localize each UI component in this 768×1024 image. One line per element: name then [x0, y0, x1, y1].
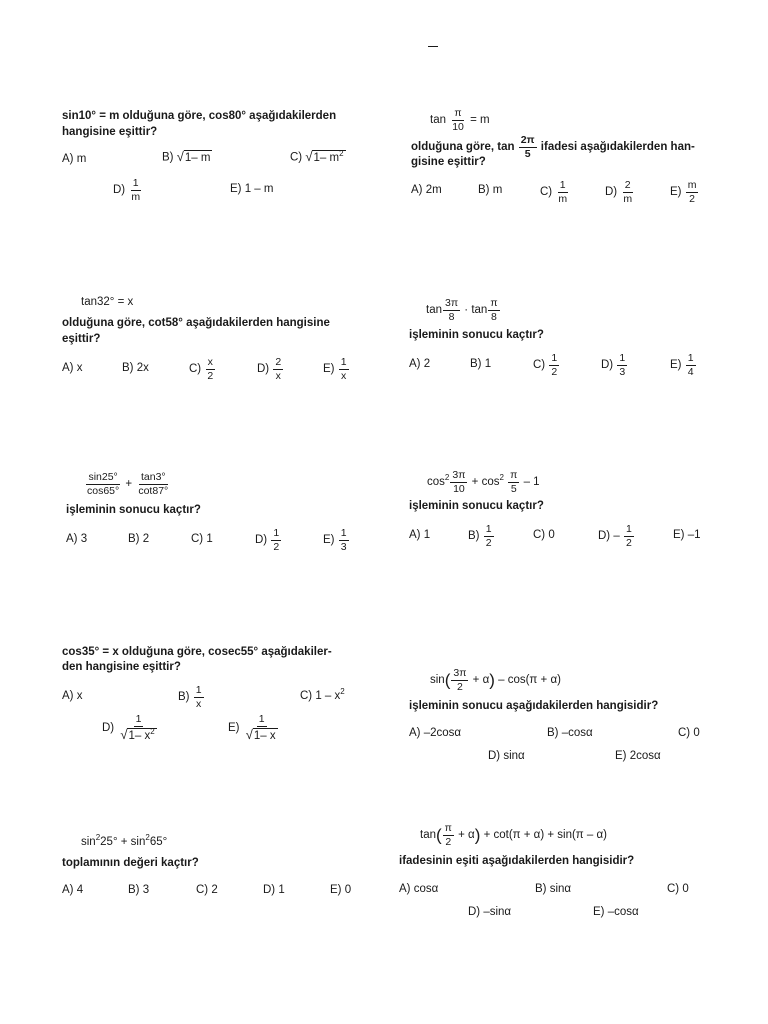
q4-tan-1: tan — [426, 304, 442, 317]
q2-given-tan: tan — [430, 114, 446, 127]
q8-minus-cos: – cos(π + α) — [498, 674, 561, 687]
q8-sin: sin — [430, 674, 445, 687]
q5-plus: + — [125, 478, 133, 491]
q2-option-c-denominator: m — [558, 192, 568, 205]
q2-given-denominator: 10 — [452, 120, 464, 133]
q10-option-c[interactable]: C) 0 — [667, 883, 689, 895]
header-dash — [428, 46, 438, 47]
q1-option-d-denominator: m — [131, 190, 141, 203]
q2-option-c-label: C) — [540, 186, 553, 199]
q3-option-a[interactable]: A) x — [62, 362, 83, 374]
q6-option-e[interactable]: E) –1 — [673, 529, 701, 541]
q7-option-b[interactable] — [178, 685, 205, 709]
q3-option-d[interactable] — [257, 357, 284, 381]
q6-stem: işleminin sonucu kaçtır? — [409, 500, 544, 512]
q7-option-d-label: D) — [102, 722, 115, 735]
q1-option-d[interactable] — [113, 178, 143, 202]
q3-option-e[interactable] — [323, 357, 350, 381]
q8-stem: işleminin sonucu aşağıdakilerden hangisidir? — [409, 700, 659, 712]
q2-stem-a: olduğuna göre, tan — [411, 141, 515, 154]
q7-option-e-label: E) — [228, 722, 240, 735]
q2-given-rhs: = m — [470, 114, 490, 127]
q8-numerator: 3π — [453, 667, 467, 679]
q3-option-e-label: E) — [323, 363, 335, 376]
q7-option-d-radicand: 1– x — [128, 729, 151, 742]
q1-stem: sin10° = m olduğuna göre, cos80° aşağıdakilerden — [62, 110, 337, 122]
q3-option-b[interactable]: B) 2x — [122, 362, 149, 374]
q4-numerator-2: π — [490, 297, 498, 309]
q2-option-d-label: D) — [605, 186, 618, 199]
q3-option-c-label: C) — [189, 363, 202, 376]
q3-option-c-numerator: x — [207, 356, 213, 368]
q2-stem-2: gisine eşittir? — [411, 156, 486, 168]
q4-option-e-label: E) — [670, 359, 682, 372]
q4-option-c-denominator: 2 — [551, 365, 558, 378]
q5-option-c[interactable]: C) 1 — [191, 533, 213, 545]
q7-option-e-numerator: 1 — [258, 713, 265, 725]
q2-option-e-label: E) — [670, 186, 682, 199]
q2-option-e-denominator: 2 — [689, 192, 695, 205]
q6-cos-1: cos — [427, 476, 445, 489]
q6-option-d-label: D) – — [598, 530, 620, 543]
q6-option-b-denominator: 2 — [485, 536, 492, 549]
q7-option-e[interactable]: E) 1 √ 1– x — [228, 713, 276, 742]
q5-denominator-1: cos65° — [87, 484, 120, 497]
q1-option-d-numerator: 1 — [132, 177, 139, 189]
q7-stem-2: den hangisine eşittir? — [62, 661, 181, 673]
q1-option-e[interactable]: E) 1 – m — [230, 183, 274, 195]
q7-stem: cos35° = x olduğuna göre, cosec55° aşağıdakiler- — [62, 646, 332, 658]
q1-option-b-label: B) — [162, 151, 174, 164]
q6-numerator-1: 3π — [452, 469, 466, 481]
q4-option-e-numerator: 1 — [687, 352, 694, 364]
q2-stem-denominator: 5 — [524, 147, 531, 160]
q6-option-b[interactable] — [468, 524, 495, 548]
q6-exponent-2: 2 — [499, 473, 504, 483]
q4-option-a[interactable]: A) 2 — [409, 358, 431, 370]
q9-sin-1: sin — [81, 836, 96, 848]
q4-denominator-2: 8 — [491, 310, 497, 323]
q2-given — [430, 108, 490, 132]
q4-option-e[interactable] — [670, 353, 697, 377]
q7-option-c-text: C) 1 – x — [300, 690, 341, 702]
q4-option-e-denominator: 4 — [687, 365, 694, 378]
q6-option-c[interactable]: C) 0 — [533, 529, 555, 541]
q4-expression — [426, 298, 501, 322]
q6-denominator-2: 5 — [510, 482, 517, 495]
q10-left-paren: ( — [436, 825, 442, 845]
q9-exponent-2: 2 — [145, 833, 150, 842]
q1-option-c-label: C) — [290, 151, 303, 164]
q9-option-b[interactable]: B) 3 — [128, 884, 150, 896]
q2-given-numerator: π — [454, 107, 462, 119]
q5-option-d[interactable] — [255, 528, 282, 552]
q9-stem: toplamının değeri kaçtır? — [62, 857, 199, 869]
q9-middle: 25° + sin — [100, 836, 146, 848]
q4-tan-2: tan — [471, 304, 488, 317]
q5-numerator-1: sin25° — [88, 471, 118, 483]
q4-option-d[interactable] — [601, 353, 628, 377]
q2-option-d-denominator: m — [623, 192, 633, 205]
q10-option-e[interactable]: E) –cosα — [593, 906, 639, 918]
q4-dot: · — [464, 304, 469, 317]
q1-option-c[interactable]: C) √ 1– $m^2$ — [290, 149, 344, 164]
q1-option-d-label: D) — [113, 184, 126, 197]
q9-option-a[interactable]: A) 4 — [62, 884, 84, 896]
q4-option-d-label: D) — [601, 359, 614, 372]
q3-option-c[interactable] — [189, 357, 216, 381]
q2-option-d[interactable] — [605, 180, 635, 204]
q10-option-d[interactable]: D) –sinα — [468, 906, 512, 918]
q8-option-c[interactable]: C) 0 — [678, 727, 700, 739]
q8-expression — [430, 668, 561, 692]
q3-option-d-label: D) — [257, 363, 270, 376]
q5-option-d-numerator: 1 — [273, 527, 280, 539]
q5-option-e-denominator: 3 — [340, 540, 347, 553]
q4-numerator-1: 3π — [445, 297, 459, 309]
q3-option-c-denominator: 2 — [207, 369, 214, 382]
q7-option-b-numerator: 1 — [195, 684, 202, 696]
q4-denominator-1: 8 — [448, 310, 455, 323]
q10-option-a[interactable]: A) cosα — [399, 883, 439, 895]
q3-option-e-numerator: 1 — [340, 356, 347, 368]
q7-option-d-exponent: 2 — [150, 726, 155, 736]
q6-option-d-denominator: 2 — [625, 536, 632, 549]
q6-option-d-numerator: 1 — [625, 523, 632, 535]
q5-option-a[interactable]: A) 3 — [66, 533, 88, 545]
q5-option-d-denominator: 2 — [273, 540, 280, 553]
q5-option-e-label: E) — [323, 534, 335, 547]
q2-stem-b: ifadesi aşağıdakilerden han- — [540, 141, 695, 154]
q5-numerator-2: tan3° — [140, 471, 166, 483]
q8-option-e[interactable]: E) 2cosα — [615, 750, 661, 762]
q2-option-a[interactable]: A) 2m — [411, 184, 442, 196]
q10-right-paren: ) — [474, 825, 481, 845]
q3-stem-2: eşittir? — [62, 333, 101, 345]
q10-tan: tan — [420, 829, 436, 842]
q7-option-b-denominator: x — [196, 697, 202, 710]
q4-option-c-label: C) — [533, 359, 546, 372]
q2-option-c-numerator: 1 — [559, 179, 566, 191]
q10-rest: + cot(π + α) + sin(π – α) — [483, 829, 607, 842]
q9-exponent-1: 2 — [95, 833, 101, 842]
q8-left-paren: ( — [444, 670, 451, 690]
q1-stem-2: hangisine eşittir? — [62, 126, 158, 138]
q10-stem: ifadesinin eşiti aşağıdakilerden hangisidir? — [399, 855, 635, 867]
q10-expression — [420, 823, 607, 847]
q6-expression — [427, 470, 540, 494]
q1-option-c-radicand: 1– m — [313, 152, 340, 164]
q3-option-d-numerator: 2 — [275, 356, 282, 368]
q10-denominator: 2 — [445, 835, 452, 848]
q2-option-e-numerator: m — [687, 179, 697, 191]
q7-option-c[interactable] — [300, 687, 345, 703]
q9-option-c[interactable]: C) 2 — [196, 884, 218, 896]
q9-expression — [81, 833, 168, 849]
q1-option-c-exponent: 2 — [339, 149, 344, 158]
q7-option-e-radicand: 1– x — [253, 729, 276, 742]
q4-option-d-denominator: 3 — [619, 365, 626, 378]
q5-option-e-numerator: 1 — [340, 527, 347, 539]
q6-option-b-label: B) — [468, 530, 480, 543]
q2-option-b[interactable]: B) m — [478, 184, 503, 196]
q10-option-b[interactable]: B) sinα — [535, 883, 572, 895]
q7-option-d-numerator: 1 — [135, 713, 142, 725]
q1-option-a[interactable]: A) m — [62, 153, 87, 165]
q3-stem: olduğuna göre, cot58° aşağıdakilerden hangisine — [62, 317, 330, 329]
q2-option-c[interactable] — [540, 180, 570, 204]
q8-option-d[interactable]: D) sinα — [488, 750, 525, 762]
q4-option-d-numerator: 1 — [619, 352, 626, 364]
q3-option-d-denominator: x — [275, 369, 281, 382]
q5-option-e[interactable] — [323, 528, 350, 552]
q4-stem: işleminin sonucu kaçtır? — [409, 329, 544, 341]
q1-option-b-radicand: 1– m — [184, 152, 211, 164]
q6-denominator-1: 10 — [453, 482, 465, 495]
q6-option-d[interactable] — [598, 524, 635, 548]
q8-plus-alpha: + α — [472, 674, 490, 687]
q4-option-c[interactable] — [533, 353, 560, 377]
q7-option-a[interactable]: A) x — [62, 690, 83, 702]
q8-denominator: 2 — [457, 680, 463, 693]
q8-option-a[interactable]: A) –2cosα — [409, 727, 462, 739]
q2-stem-numerator: 2π — [520, 134, 535, 146]
q7-option-c-exponent: 2 — [340, 687, 345, 696]
q5-option-b[interactable]: B) 2 — [128, 533, 150, 545]
q6-numerator-2: π — [510, 469, 518, 481]
q6-option-b-numerator: 1 — [485, 523, 492, 535]
q2-option-e[interactable] — [670, 180, 699, 204]
q9-angle-2: 65° — [149, 836, 168, 848]
q1-option-b[interactable]: B) √ 1– m — [162, 149, 211, 164]
q6-plus-cos: + cos — [471, 476, 500, 489]
q6-option-a[interactable]: A) 1 — [409, 529, 431, 541]
q5-stem: işleminin sonucu kaçtır? — [66, 504, 201, 516]
q4-option-c-numerator: 1 — [551, 352, 558, 364]
q3-given: tan32° = x — [81, 296, 134, 308]
q10-plus-alpha: + α — [458, 829, 475, 842]
q6-minus-one: – 1 — [523, 476, 540, 489]
q2-option-d-numerator: 2 — [624, 179, 631, 191]
q9-option-d[interactable]: D) 1 — [263, 884, 285, 896]
q10-numerator: π — [444, 822, 452, 834]
q3-option-e-denominator: x — [341, 369, 347, 382]
q5-expression — [84, 472, 171, 496]
q5-option-d-label: D) — [255, 534, 268, 547]
q6-exponent-1: 2 — [444, 473, 450, 483]
q9-option-e[interactable]: E) 0 — [330, 884, 352, 896]
q4-option-b[interactable]: B) 1 — [470, 358, 492, 370]
q8-right-paren: ) — [489, 670, 495, 690]
q5-denominator-2: cot87° — [138, 484, 169, 497]
q7-option-b-label: B) — [178, 691, 190, 704]
q7-option-d[interactable]: D) 1 √ 1– $x^2$ — [102, 713, 155, 742]
q8-option-b[interactable]: B) –cosα — [547, 727, 593, 739]
